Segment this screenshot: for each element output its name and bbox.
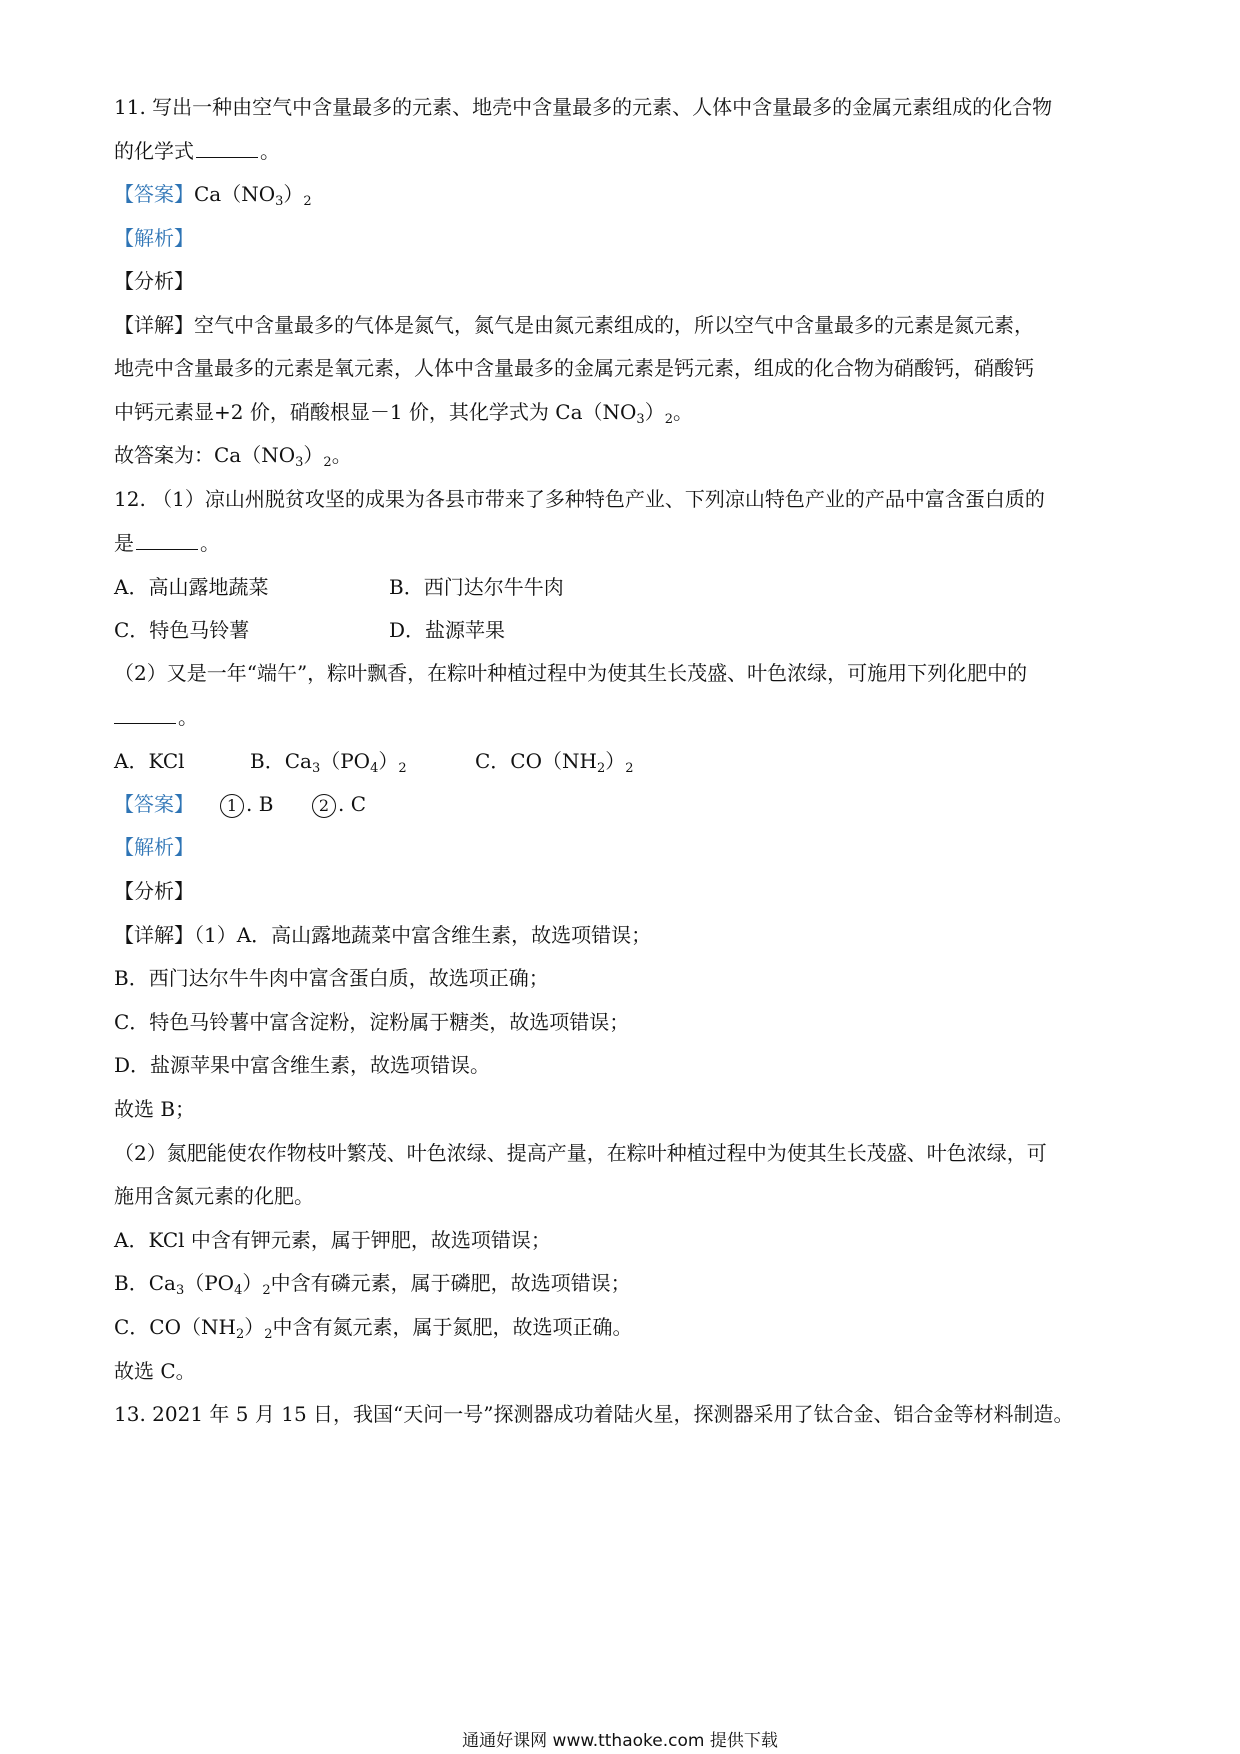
formula-part: ） — [644, 400, 665, 424]
q11-detail-line2: 地壳中含量最多的元素是氧元素，人体中含量最多的金属元素是钙元素，组成的化合物为硝酸钙，硝酸钙 — [114, 356, 1034, 380]
q11-answer-formula — [194, 182, 312, 209]
q11-detail-line1 — [114, 310, 1134, 340]
formula-part: （PO — [184, 1271, 235, 1295]
q12-part2-blank — [114, 705, 176, 724]
q12-detail-line5: 故选 B； — [114, 1097, 196, 1121]
formula-subscript: 3 — [295, 455, 304, 470]
formula-part: C．CO（NH — [114, 1315, 236, 1339]
detail-text: 空气中含量最多的气体是氮气，氮气是由氮元素组成的，所以空气中含量最多的元素是氮元素， — [194, 313, 1034, 337]
q12-detail-line7: 施用含氮元素的化肥。 — [114, 1184, 314, 1208]
formula-part: ） — [605, 749, 626, 773]
q12-stem-text: 是 — [114, 531, 134, 555]
answer-1 — [220, 789, 312, 819]
q11-stem-line2 — [114, 136, 1134, 166]
q12-part2-end: 。 — [178, 705, 198, 729]
formula-subscript: 2 — [264, 1327, 273, 1342]
q12-part2-options — [114, 746, 1134, 776]
formula-subscript: 2 — [262, 1283, 271, 1298]
formula-subscript: 4 — [234, 1283, 243, 1298]
detail-label: 【详解】 — [114, 923, 194, 947]
formula-part: ） — [378, 749, 399, 773]
formula-subscript: 3 — [636, 412, 645, 427]
formula-subscript: 2 — [398, 761, 407, 776]
q12-detail-line9 — [114, 1268, 1134, 1298]
formula-subscript: 2 — [323, 455, 332, 470]
q12-options-row2 — [114, 615, 1134, 645]
formula-part: C．CO（NH — [475, 749, 597, 773]
formula-part: ） — [244, 1315, 265, 1339]
q11-answer-blank — [196, 139, 258, 158]
detail-text: 中含有磷元素，属于磷肥，故选项错误； — [270, 1271, 631, 1295]
formula-part: ） — [242, 1271, 263, 1295]
conclusion-end: 。 — [331, 443, 352, 467]
circled-number: 1 — [220, 794, 244, 818]
q12-detail-line3: C．特色马铃薯中富含淀粉，淀粉属于糖类，故选项错误； — [114, 1010, 630, 1034]
analysis-label: 【解析】 — [114, 835, 194, 859]
q13-stem-line1: 13. 2021 年 5 月 15 日，我国“天问一号”探测器成功着陆火星，探测器采用了钛合金、铝合金等材料制造。 — [114, 1402, 1074, 1426]
formula-subscript: 4 — [370, 761, 379, 776]
formula-subscript: 2 — [235, 1327, 245, 1342]
conclusion-text: 故答案为：Ca（NO — [114, 443, 296, 467]
q11-stem-end: 。 — [260, 139, 280, 163]
option-a: A．高山露地蔬菜 — [114, 575, 269, 599]
q12-options-row1 — [114, 572, 1134, 602]
q11-conclusion — [114, 440, 1134, 470]
formula-subscript: 3 — [275, 194, 284, 209]
formula-subscript: 2 — [625, 761, 634, 776]
formula-part: ） — [303, 443, 324, 467]
formula-subscript: 2 — [596, 761, 606, 776]
q11-stem-text: 的化学式 — [114, 139, 194, 163]
q12-detail-line10 — [114, 1312, 1134, 1342]
detail-label: 【详解】 — [114, 313, 194, 337]
formula-part: Ca（NO — [194, 182, 276, 206]
q12-part2-line1: （2）又是一年“端午”，粽叶飘香，在粽叶种植过程中为使其生长茂盛、叶色浓绿，可施用下列化肥中的 — [114, 661, 1028, 685]
answer-label: 【答案】 — [114, 182, 194, 206]
fertilizer-option-a: A．KCl — [114, 749, 185, 773]
q12-detail-line6: （2）氮肥能使农作物枝叶繁茂、叶色浓绿、提高产量，在粽叶种植过程中为使其生长茂盛、叶色浓绿，可 — [114, 1141, 1047, 1165]
page-footer: 通通好课网 www.tthaoke.com 提供下载 — [462, 1731, 778, 1751]
q12-answer-line — [114, 789, 1134, 819]
fenxi-label: 【分析】 — [114, 269, 194, 293]
q12-detail-line8: A．KCl 中含有钾元素，属于钾肥，故选项错误； — [114, 1228, 551, 1252]
formula-part: （PO — [320, 749, 371, 773]
circled-number: 2 — [312, 794, 336, 818]
detail-text: （1）A．高山露地蔬菜中富含维生素，故选项错误； — [194, 923, 652, 947]
q12-detail-line4: D．盐源苹果中富含维生素，故选项错误。 — [114, 1053, 491, 1077]
q11-detail-line3 — [114, 397, 1134, 427]
answer-label: 【答案】 — [114, 792, 194, 816]
formula-part: B．Ca — [250, 749, 312, 773]
q12-stem-line2 — [114, 528, 1134, 558]
q12-detail-line2: B．西门达尔牛牛肉中富含蛋白质，故选项正确； — [114, 966, 549, 990]
formula-subscript: 3 — [311, 761, 321, 776]
formula-subscript: 2 — [303, 194, 312, 209]
analysis-label: 【解析】 — [114, 226, 194, 250]
q12-part2-line2 — [114, 702, 1134, 732]
fenxi-label: 【分析】 — [114, 879, 194, 903]
q11-stem-line1: 11. 写出一种由空气中含量最多的元素、地壳中含量最多的元素、人体中含量最多的金属元素组成的化合物 — [114, 95, 1053, 119]
answer-2 — [312, 789, 366, 819]
q12-stem-end: 。 — [200, 531, 220, 555]
detail-text: 中钙元素显+2 价，硝酸根显－1 价，其化学式为 Ca（NO — [114, 400, 637, 424]
option-b: B．西门达尔牛牛肉 — [389, 575, 564, 599]
option-d: D．盐源苹果 — [389, 618, 506, 642]
detail-text: 中含有氮元素，属于氮肥，故选项正确。 — [272, 1315, 633, 1339]
q12-answer-blank — [136, 531, 198, 550]
formula-subscript: 3 — [175, 1283, 185, 1298]
formula-part: B．Ca — [114, 1271, 176, 1295]
q12-stem-line1: 12. （1）凉山州脱贫攻坚的成果为各县市带来了多种特色产业、下列凉山特色产业的产品中富含蛋白质的 — [114, 487, 1045, 511]
q12-detail-line1 — [114, 920, 1134, 950]
q11-answer-line — [114, 179, 1134, 209]
answer-value: . B — [246, 792, 274, 816]
detail-end: 。 — [672, 400, 693, 424]
fertilizer-option-b — [250, 746, 475, 776]
answer-value: . C — [338, 792, 367, 816]
option-c: C．特色马铃薯 — [114, 618, 250, 642]
formula-part: ） — [283, 182, 304, 206]
formula-subscript: 2 — [664, 412, 673, 427]
q12-detail-line11: 故选 C。 — [114, 1359, 196, 1383]
fertilizer-option-c — [475, 746, 634, 776]
